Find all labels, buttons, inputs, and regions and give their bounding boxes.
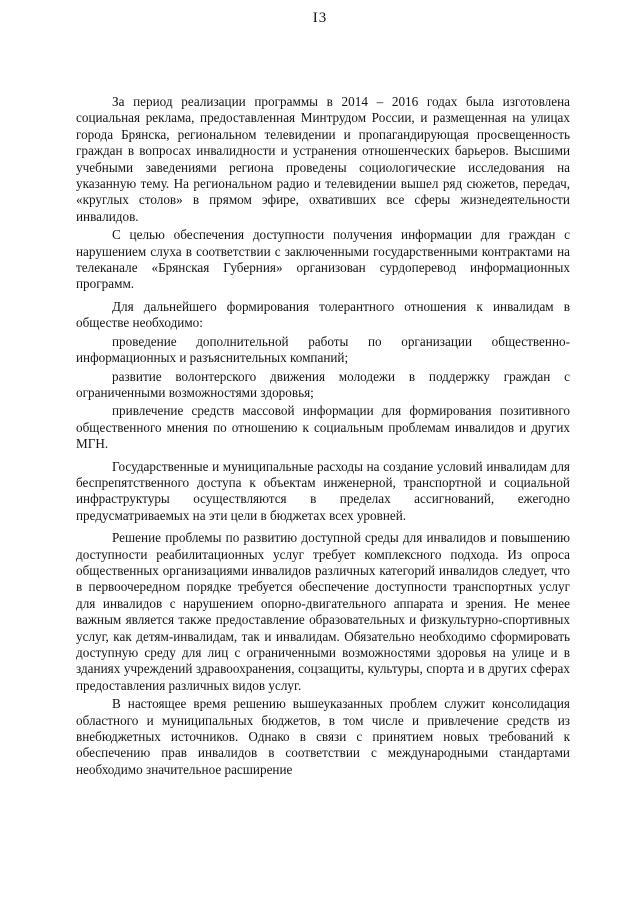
paragraph-item-information-work: проведение дополнительной работы по организации общественно-информационных и разъяснительных компаний; bbox=[76, 333, 570, 366]
paragraph-budget-consolidation: В настоящее время решению вышеуказанных проблем служит консолидация областного и муниципальных бюджетов, в том числе и привлечение средств из внебюджетных источников. Однако в связи с принятием новых требований к обеспечению прав инвалидов в соответствии с международными стандартами необходимо значительное расширение bbox=[76, 696, 570, 777]
paragraph-item-mass-media: привлечение средств массовой информации для формирования позитивного общественного мнения по отношению к социальным проблемам инвалидов и других МГН. bbox=[76, 403, 570, 452]
paragraph-problem-solution: Решение проблемы по развитию доступной среды для инвалидов и повышению доступности реабилитационных услуг требует комплексного подхода. Из опроса общественных организациями инвалидов различных категорий инвалидов следует, что в первоочередном порядке требуется обеспечение доступности транспортных услуг для инвалидов с нарушением опорно-двигательного аппарата и зрения. Не менее важным является также предоставление образовательных и физкультурно-спортивных услуг, как детям-инвалидам, так и инвалидам. Обязательно необходимо сформировать доступную среду для лиц с ограниченными возможностями здоровья на улице и в зданиях учреждений здравоохранения, соцзащиты, культуры, спорта и в других сферах предоставления различных видов услуг. bbox=[76, 530, 570, 693]
paragraph-state-expenses: Государственные и муниципальные расходы на создание условий инвалидам для беспрепятственного доступа к объектам инженерной, транспортной и социальной инфраструктуры осуществляются в пределах ассигнований, ежегодно предусматриваемых на эти цели в бюджетах всех уровней. bbox=[76, 458, 570, 523]
paragraph-sign-language-translation: С целью обеспечения доступности получения информации для граждан с нарушением слуха в соответствии с заключенными государственными контрактами на телеканале «Брянская Губерния» организован сурдоперевод информационных программ. bbox=[76, 227, 570, 292]
paragraph-item-volunteer-movement: развитие волонтерского движения молодежи в поддержку граждан с ограниченными возможностями здоровья; bbox=[76, 368, 570, 400]
page-number: I3 bbox=[312, 10, 328, 26]
paragraph-tolerance-intro: Для дальнейшего формирования толерантного отношения к инвалидам в обществе необходимо: bbox=[76, 298, 570, 331]
document-body bbox=[76, 94, 570, 778]
paragraph-social-advertising: За период реализации программы в 2014 – 2016 годах была изготовлена социальная реклама, предоставленная Минтрудом России, и размещенная на улицах города Брянска, региональном телевидении и пропагандирующая просвещенность граждан в вопросах инвалидности и устранения отношенческих барьеров. Высшими учебными заведениями региона проведены социологические исследования на указанную тему. На региональном радио и телевидении вышел ряд сюжетов, передач, «круглых столов» в прямом эфире, охвативших все сферы жизнедеятельности инвалидов. bbox=[76, 94, 570, 224]
